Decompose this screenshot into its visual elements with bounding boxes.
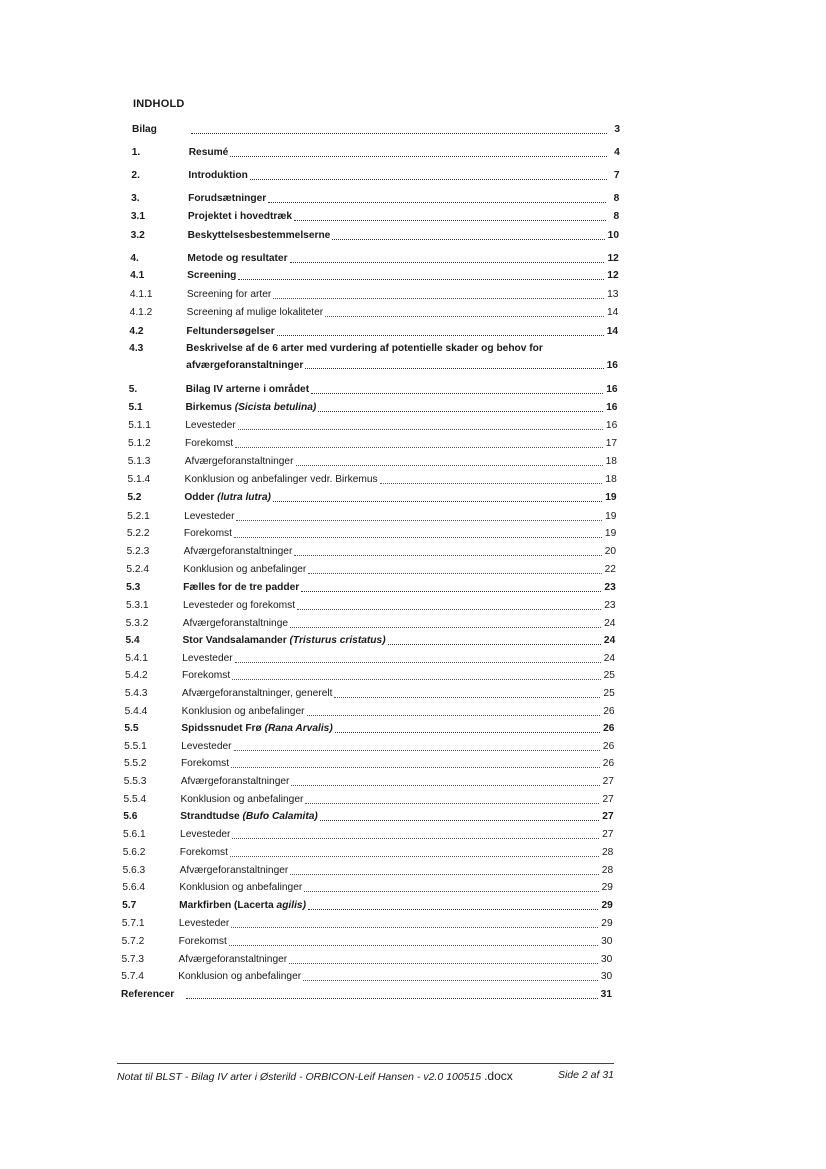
dot-leader — [268, 202, 606, 203]
toc-entry-title: Levesteder og forekomst — [182, 600, 296, 611]
toc-entry-page: 26 — [603, 706, 615, 717]
toc-entry-title: Screening for arter — [186, 289, 272, 300]
toc-entry-number: 5.5.2 — [123, 758, 147, 769]
toc-entry-number: 5.6 — [123, 811, 138, 822]
dot-leader — [332, 239, 604, 240]
footer-doc-title: Notat til BLST - Bilag IV arter i Østerild - ORBICON-Leif Hansen - v2.0 100515 — [117, 1071, 482, 1083]
toc-entry-title: Afværgeforanstaltninger, generelt — [181, 688, 333, 699]
toc-entry-title: Stor Vandsalamander — [182, 635, 287, 646]
toc-entry-page: 19 — [604, 528, 617, 539]
toc-entry[interactable] — [131, 208, 619, 224]
dot-leader — [318, 411, 603, 412]
toc-entry-page: 4 — [614, 147, 620, 158]
toc-entry-title: Spidssnudet Frø — [181, 723, 262, 734]
toc-entry-number: 5.4.1 — [125, 653, 148, 664]
toc-entry-page: 7 — [613, 170, 620, 181]
toc-entry[interactable] — [131, 167, 619, 183]
toc-entry-title: Levesteder — [180, 829, 231, 840]
toc-entry-title: Feltundersøgelser — [186, 326, 275, 337]
toc-entry[interactable] — [124, 755, 614, 771]
toc-entry-page: 26 — [602, 758, 615, 769]
toc-entry-page: 14 — [606, 307, 619, 318]
toc-entry[interactable] — [128, 453, 617, 469]
toc-entry-title: Afværgeforanstaltninger — [178, 954, 288, 965]
footer-page-number: Side 2 af 31 — [557, 1069, 614, 1081]
toc-entry-title: Konklusion og anbefalinger — [183, 564, 307, 575]
toc-entry[interactable] — [124, 738, 614, 754]
toc-entry-title: Levesteder — [184, 511, 235, 522]
toc-entry-title: Afværgeforanstaltninger — [184, 456, 294, 467]
dot-leader — [290, 627, 601, 628]
toc-entry-page: 27 — [602, 829, 614, 840]
footer-rule — [117, 1063, 614, 1064]
toc-entry-title: Screening — [187, 270, 237, 281]
toc-entry-page: 24 — [604, 618, 616, 629]
toc-entry[interactable] — [129, 343, 618, 377]
toc-entry[interactable] — [126, 632, 616, 648]
toc-entry-page: 16 — [605, 420, 618, 431]
toc-entry-page: 19 — [605, 511, 617, 522]
dot-leader — [186, 998, 598, 999]
toc-entry-number: 5.1.2 — [128, 438, 151, 449]
toc-entry-number: 5.7.1 — [121, 918, 145, 929]
toc-entry-title: Beskyttelsesbestemmelserne — [187, 230, 331, 241]
dot-leader — [231, 927, 598, 928]
toc-entry-title: Beskrivelse af de 6 arter med vurdering af potentielle skader og behov for — [186, 343, 543, 354]
dot-leader — [232, 679, 600, 680]
toc-entry[interactable] — [126, 579, 616, 595]
toc-entry-number: 5.4.2 — [125, 670, 148, 681]
toc-entry-title: Birkemus — [185, 402, 232, 413]
toc-entry-number: 5.7 — [122, 900, 137, 911]
toc-entry-number: 5.7.3 — [121, 954, 145, 965]
dot-leader — [235, 447, 603, 448]
toc-entry[interactable] — [130, 267, 619, 283]
dot-leader — [277, 335, 604, 336]
footer-doc-extension: .docx — [484, 1069, 513, 1083]
toc-entry-number: 5.3 — [126, 582, 141, 593]
dot-leader — [232, 838, 599, 839]
toc-entry-number: 3.2 — [130, 230, 145, 241]
toc-entry-page: 18 — [605, 474, 617, 485]
toc-entry-number: 5.5 — [124, 723, 139, 734]
toc-entry-number: 5.6.2 — [122, 847, 146, 858]
toc-entry[interactable] — [125, 685, 615, 701]
dot-leader — [303, 980, 598, 981]
toc-entry[interactable] — [131, 190, 619, 206]
toc-entry-title: Forekomst — [182, 670, 231, 681]
toc-entry-title: Levesteder — [185, 420, 236, 431]
toc-entry-number: 4.1.1 — [129, 289, 153, 300]
toc-entry-number: 5.4.4 — [124, 706, 148, 717]
dot-leader — [296, 465, 603, 466]
toc-entry-number: 5.2.1 — [127, 511, 150, 522]
toc-entry[interactable] — [124, 773, 614, 789]
toc-entry-number: 5.5.3 — [123, 776, 147, 787]
toc-entry[interactable] — [129, 381, 618, 397]
toc-entry-title: Levesteder — [182, 653, 233, 664]
toc-entry-latin-name: (Bufo Calamita) — [242, 811, 318, 822]
toc-entry-page: 28 — [601, 847, 614, 858]
toc-entry[interactable] — [132, 144, 620, 160]
toc-entry-latin-name: (Rana Arvalis) — [264, 723, 333, 734]
toc-entry-page: 14 — [606, 326, 619, 337]
toc-entry-number: 5.5.1 — [124, 741, 147, 752]
toc-entry-title: Konklusion og anbefalinger vedr. Birkemus — [184, 474, 378, 485]
toc-entry[interactable] — [122, 879, 613, 895]
toc-entry[interactable] — [130, 250, 618, 266]
dot-leader — [308, 909, 598, 910]
toc-entry-page: 26 — [602, 741, 615, 752]
toc-entry-page: 29 — [601, 900, 613, 911]
dot-leader — [335, 732, 600, 733]
dot-leader — [238, 429, 603, 430]
dot-leader — [235, 662, 601, 663]
toc-entry-title: Screening af mulige lokaliteter — [186, 307, 324, 318]
dot-leader — [294, 555, 601, 556]
toc-entry[interactable] — [126, 615, 616, 631]
toc-entry-number: 5.1.4 — [127, 474, 151, 485]
toc-entry-title: Markfirben (Lacerta — [179, 900, 274, 911]
toc-entry-page: 24 — [603, 635, 616, 646]
toc-entry-title: Resumé — [188, 147, 229, 158]
toc-entry[interactable] — [125, 667, 615, 683]
dot-leader — [305, 803, 599, 804]
dot-leader — [290, 262, 605, 263]
toc-entry-number: 5.3.2 — [125, 618, 149, 629]
toc-entry-page: 16 — [606, 402, 618, 413]
dot-leader — [307, 715, 601, 716]
toc-entry-latin-name: (lutra lutra) — [217, 492, 271, 503]
dot-leader — [334, 697, 600, 698]
toc-entry-page: 12 — [607, 253, 619, 264]
dot-leader — [297, 609, 601, 610]
dot-leader — [380, 483, 603, 484]
toc-entry-latin-name: agilis) — [276, 900, 306, 911]
toc-entry-number: 2. — [131, 170, 140, 181]
toc-entry[interactable] — [124, 720, 614, 736]
toc-entry-page: 25 — [603, 688, 615, 699]
toc-entry-page: 31 — [600, 989, 612, 1000]
dot-leader — [308, 573, 601, 574]
toc-entry-page: 22 — [604, 564, 616, 575]
toc-entry[interactable] — [121, 986, 612, 1002]
toc-entry-title: Strandtudse — [180, 811, 240, 822]
toc-entry[interactable] — [128, 417, 617, 433]
dot-leader — [273, 501, 602, 502]
toc-entry-title: Afværgeforanstaltninger — [183, 546, 293, 557]
toc-entry-number: 5.3.1 — [125, 600, 149, 611]
toc-entry-title: Forekomst — [178, 936, 227, 947]
toc-entry-page: 3 — [614, 124, 620, 135]
toc-entry-page: 12 — [607, 270, 619, 281]
dot-leader — [305, 368, 603, 369]
toc-entry[interactable] — [132, 121, 620, 137]
toc-entry-page: 16 — [606, 384, 618, 395]
dot-leader — [294, 220, 606, 221]
toc-entry-number: 1. — [131, 147, 141, 158]
dot-leader — [289, 963, 598, 964]
dot-leader — [291, 785, 599, 786]
toc-entry-latin-name: (Tristurus cristatus) — [289, 635, 386, 646]
toc-entry[interactable] — [128, 435, 617, 451]
toc-entry[interactable] — [121, 968, 612, 984]
toc-entry-page: 28 — [601, 865, 614, 876]
toc-entry[interactable] — [131, 227, 619, 243]
toc-entry-number: 5.4.3 — [124, 688, 148, 699]
toc-entry-title: Bilag IV arterne i området — [185, 384, 310, 395]
toc-entry-number: 5.1.1 — [128, 420, 151, 431]
toc-entry[interactable] — [125, 650, 615, 666]
dot-leader — [230, 156, 606, 157]
toc-entry-number: 4.1.2 — [129, 307, 153, 318]
toc-entry-page: 8 — [613, 211, 620, 222]
toc-entry-number: 5.2.3 — [126, 546, 150, 557]
toc-entry[interactable] — [122, 897, 613, 913]
toc-entry-title: Levesteder — [181, 741, 232, 752]
toc-entry-title: Odder — [184, 492, 215, 503]
toc-entry[interactable] — [123, 808, 613, 824]
toc-entry-number: 3.1 — [130, 211, 146, 222]
dot-leader — [311, 393, 603, 394]
toc-entry[interactable] — [125, 703, 615, 719]
toc-entry-title: Afværgeforanstaltninger — [180, 776, 290, 787]
toc-entry[interactable] — [130, 304, 619, 320]
toc-entry-number: 5.5.4 — [123, 794, 147, 805]
toc-entry-page: 30 — [600, 971, 613, 982]
footer-document-info — [117, 1069, 513, 1083]
toc-entry[interactable] — [122, 933, 613, 949]
toc-entry-page: 18 — [605, 456, 617, 467]
toc-entry-page: 20 — [604, 546, 617, 557]
dot-leader — [230, 856, 599, 857]
dot-leader — [234, 750, 600, 751]
toc-entry-page: 29 — [601, 882, 613, 893]
toc-entry-title-continued: afværgeforanstaltninger — [186, 360, 304, 371]
toc-entry-page: 30 — [600, 954, 613, 965]
dot-leader — [290, 874, 598, 875]
toc-entry-title: Afværgeforanstaltninger — [179, 865, 289, 876]
toc-entry-number: 5.4 — [125, 635, 140, 646]
dot-leader — [231, 767, 600, 768]
toc-entry[interactable] — [123, 791, 613, 807]
toc-entry-title: Forudsætninger — [188, 193, 267, 204]
toc-entry-page: 8 — [613, 193, 620, 204]
toc-entry-page: 27 — [602, 794, 614, 805]
toc-entry[interactable] — [122, 915, 613, 931]
dot-leader — [250, 179, 607, 180]
toc-entry-title: Levesteder — [178, 918, 230, 929]
toc-entry[interactable] — [127, 525, 616, 541]
toc-entry-number: 5.6.1 — [123, 829, 146, 840]
toc-entry-number: 5.6.4 — [122, 882, 146, 893]
toc-entry-number: 5.7.2 — [121, 936, 145, 947]
toc-entry[interactable] — [127, 489, 616, 505]
toc-entry-number: 5.2.4 — [126, 564, 150, 575]
toc-entry-page: 29 — [601, 918, 613, 929]
toc-entry-page: 23 — [604, 582, 616, 593]
dot-leader — [238, 279, 604, 280]
toc-entry-number: 3. — [131, 193, 140, 204]
toc-entry[interactable] — [121, 951, 612, 967]
toc-heading: INDHOLD — [133, 98, 185, 110]
toc-entry[interactable] — [130, 286, 619, 302]
toc-entry[interactable] — [128, 471, 617, 487]
toc-entry-number: 5. — [128, 384, 138, 395]
toc-entry-title: Metode og resultater — [187, 253, 288, 264]
toc-entry-number: Bilag — [132, 124, 157, 135]
dot-leader — [320, 820, 599, 821]
toc-entry-page: 26 — [603, 723, 615, 734]
toc-entry[interactable] — [128, 399, 617, 415]
toc-entry-number: 5.2 — [127, 492, 142, 503]
toc-entry[interactable] — [123, 826, 613, 842]
dot-leader — [388, 644, 601, 645]
toc-entry-title: Afværgeforanstaltninge — [182, 618, 289, 629]
toc-entry-latin-name: (Sicista betulina) — [234, 402, 317, 413]
toc-entry-number: 5.2.2 — [126, 528, 150, 539]
toc-entry-title: Konklusion og anbefalinger — [180, 794, 304, 805]
page-footer — [117, 1069, 614, 1083]
toc-entry-title: Introduktion — [188, 170, 248, 181]
toc-entry-page: 30 — [601, 936, 613, 947]
toc-entry[interactable] — [123, 862, 614, 878]
toc-entry-number: 4. — [130, 253, 139, 264]
toc-entry-page: 19 — [605, 492, 617, 503]
toc-entry-page: 10 — [607, 230, 619, 241]
toc-entry-number: 4.2 — [129, 326, 144, 337]
toc-entry-number: 5.7.4 — [121, 971, 144, 982]
toc-entry-number: 4.1 — [130, 270, 145, 281]
dot-leader — [304, 891, 598, 892]
dot-leader — [229, 945, 598, 946]
dot-leader — [191, 133, 607, 134]
toc-entry[interactable] — [127, 508, 616, 524]
toc-entry-page: 17 — [605, 438, 618, 449]
dot-leader — [234, 537, 602, 538]
toc-entry-title: Projektet i hovedtræk — [187, 211, 293, 222]
toc-entry-title: Forekomst — [180, 758, 230, 769]
toc-entry-title: Forekomst — [183, 528, 232, 539]
toc-entry-title: Konklusion og anbefalinger — [179, 882, 303, 893]
toc-entry-page: 27 — [602, 811, 614, 822]
toc-entry-title: Fælles for de tre padder — [183, 582, 300, 593]
toc-entry-page: 13 — [607, 289, 619, 300]
toc-entry-number: 4.3 — [129, 343, 144, 354]
toc-entry[interactable] — [127, 543, 616, 559]
dot-leader — [236, 520, 602, 521]
toc-entry-number: Referencer — [121, 989, 175, 1000]
dot-leader — [301, 591, 601, 592]
toc-entry-page: 23 — [604, 600, 616, 611]
toc-entry-title: Konklusion og anbefalinger — [181, 706, 305, 717]
toc-entry-page: 25 — [603, 670, 615, 681]
toc-entry-number: 5.1 — [128, 402, 143, 413]
toc-entry-page: 16 — [606, 360, 618, 371]
toc-entry-page: 27 — [602, 776, 614, 787]
toc-entry[interactable] — [123, 844, 614, 860]
toc-entry-title: Forekomst — [185, 438, 234, 449]
dot-leader — [325, 316, 604, 317]
dot-leader — [273, 298, 604, 299]
toc-entry-number: 5.1.3 — [127, 456, 151, 467]
toc-entry[interactable] — [129, 323, 618, 339]
toc-entry-title: Forekomst — [179, 847, 228, 858]
toc-entry-number: 5.6.3 — [122, 865, 146, 876]
toc-entry-title: Konklusion og anbefalinger — [178, 971, 302, 982]
toc-entry[interactable] — [126, 597, 616, 613]
toc-entry[interactable] — [126, 561, 616, 577]
toc-entry-page: 24 — [603, 653, 616, 664]
